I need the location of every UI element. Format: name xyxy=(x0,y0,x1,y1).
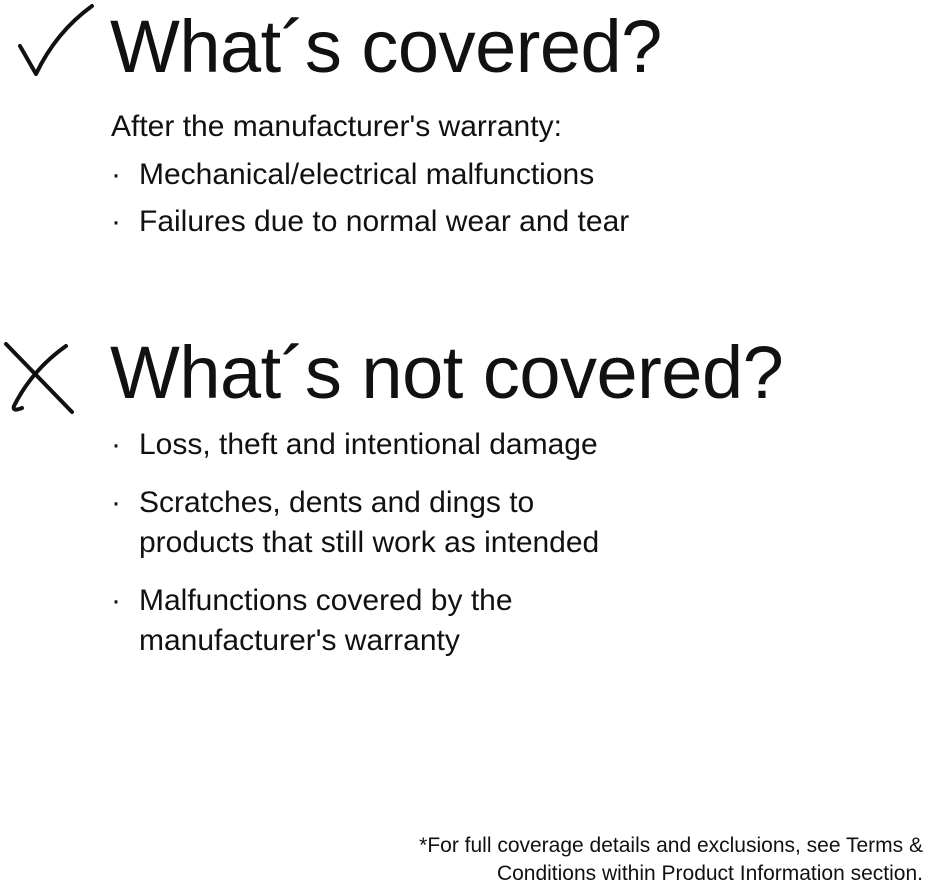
checkmark-icon xyxy=(16,2,96,82)
bullet: · xyxy=(111,428,121,461)
footnote: *For full coverage details and exclusions, see Terms & Conditions within Product Information section. xyxy=(419,834,923,885)
bullet: · xyxy=(111,584,121,617)
covered-intro: After the manufacturer's warranty: xyxy=(111,110,562,143)
covered-title: What´s covered? xyxy=(110,5,662,88)
x-mark-icon xyxy=(2,340,82,420)
bullet: · xyxy=(111,158,121,191)
bullet: · xyxy=(111,205,121,238)
bullet: · xyxy=(111,486,121,519)
not-covered-title: What´s not covered? xyxy=(110,331,784,414)
